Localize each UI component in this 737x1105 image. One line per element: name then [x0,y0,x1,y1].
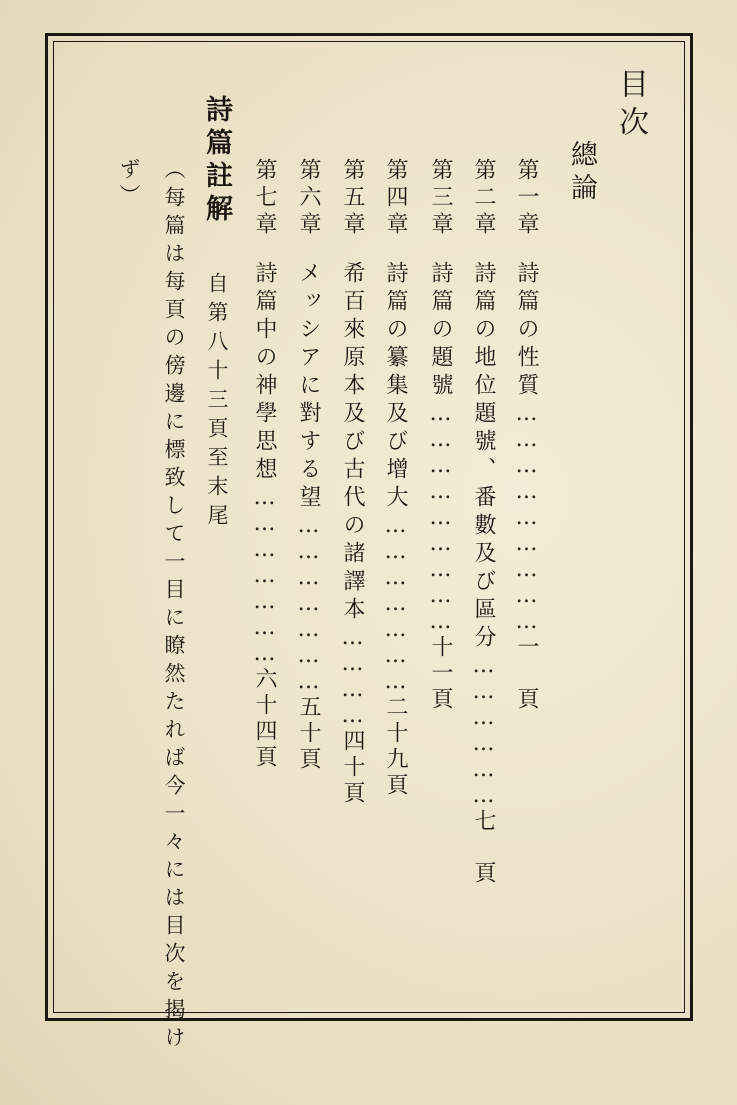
chapter-page: 五十頁 [296,695,321,773]
note-line-2: ず） [117,158,141,210]
toc-entry-chapter-1 [515,158,537,713]
section-general-heading: 總論 [566,140,597,206]
toc-entry-chapter-5 [341,158,363,807]
section-commentary-heading: 詩篇註解 [201,95,232,227]
chapter-page: 二十九頁 [383,695,408,799]
chapter-page: 十一頁 [428,635,453,713]
chapter-number: 第二章 [471,158,496,239]
leader-dots: ………………… [252,485,277,667]
chapter-number: 第五章 [340,158,365,239]
leader-dots: ………………… [296,513,321,695]
chapter-number: 第四章 [383,158,408,239]
chapter-title: 詩篇の地位題號、番數及び區分 [471,261,496,653]
leader-dots: ………… [340,625,365,729]
chapter-page: 六十四頁 [252,667,277,771]
chapter-number: 第七章 [252,158,277,239]
chapter-number: 第三章 [428,158,453,239]
chapter-title: 詩篇の性質 [514,261,539,401]
chapter-number: 第六章 [296,158,321,239]
toc-entry-chapter-3 [429,158,451,713]
note-line-1: （每篇は每頁の傍邊に標致して一目に瞭然たれば今一々には目次を揭け [162,158,186,1054]
commentary-page-range: 自第八十三頁至末尾 [205,272,229,533]
chapter-title: 詩篇の纂集及び增大 [383,261,408,513]
toc-entry-chapter-7 [253,158,275,771]
chapter-title: 詩篇中の神學思想 [252,261,277,485]
chapter-page: 四十頁 [340,729,365,807]
leader-dots: ……………………… [514,401,539,635]
chapter-title: メッシアに對する望 [296,261,321,513]
toc-entry-chapter-4 [384,158,406,799]
chapter-title: 詩篇の題號 [428,261,453,401]
leader-dots: ……………………… [428,401,453,635]
page-title: 目次 [613,68,648,144]
chapter-page: 七 頁 [471,809,496,887]
toc-entry-chapter-6 [297,158,319,773]
toc-entry-chapter-2 [472,158,494,887]
chapter-page: 一 頁 [514,635,539,713]
chapter-title: 希百來原本及び古代の諸譯本 [340,261,365,625]
chapter-number: 第一章 [514,158,539,239]
leader-dots: ……………… [471,653,496,809]
leader-dots: ………………… [383,513,408,695]
